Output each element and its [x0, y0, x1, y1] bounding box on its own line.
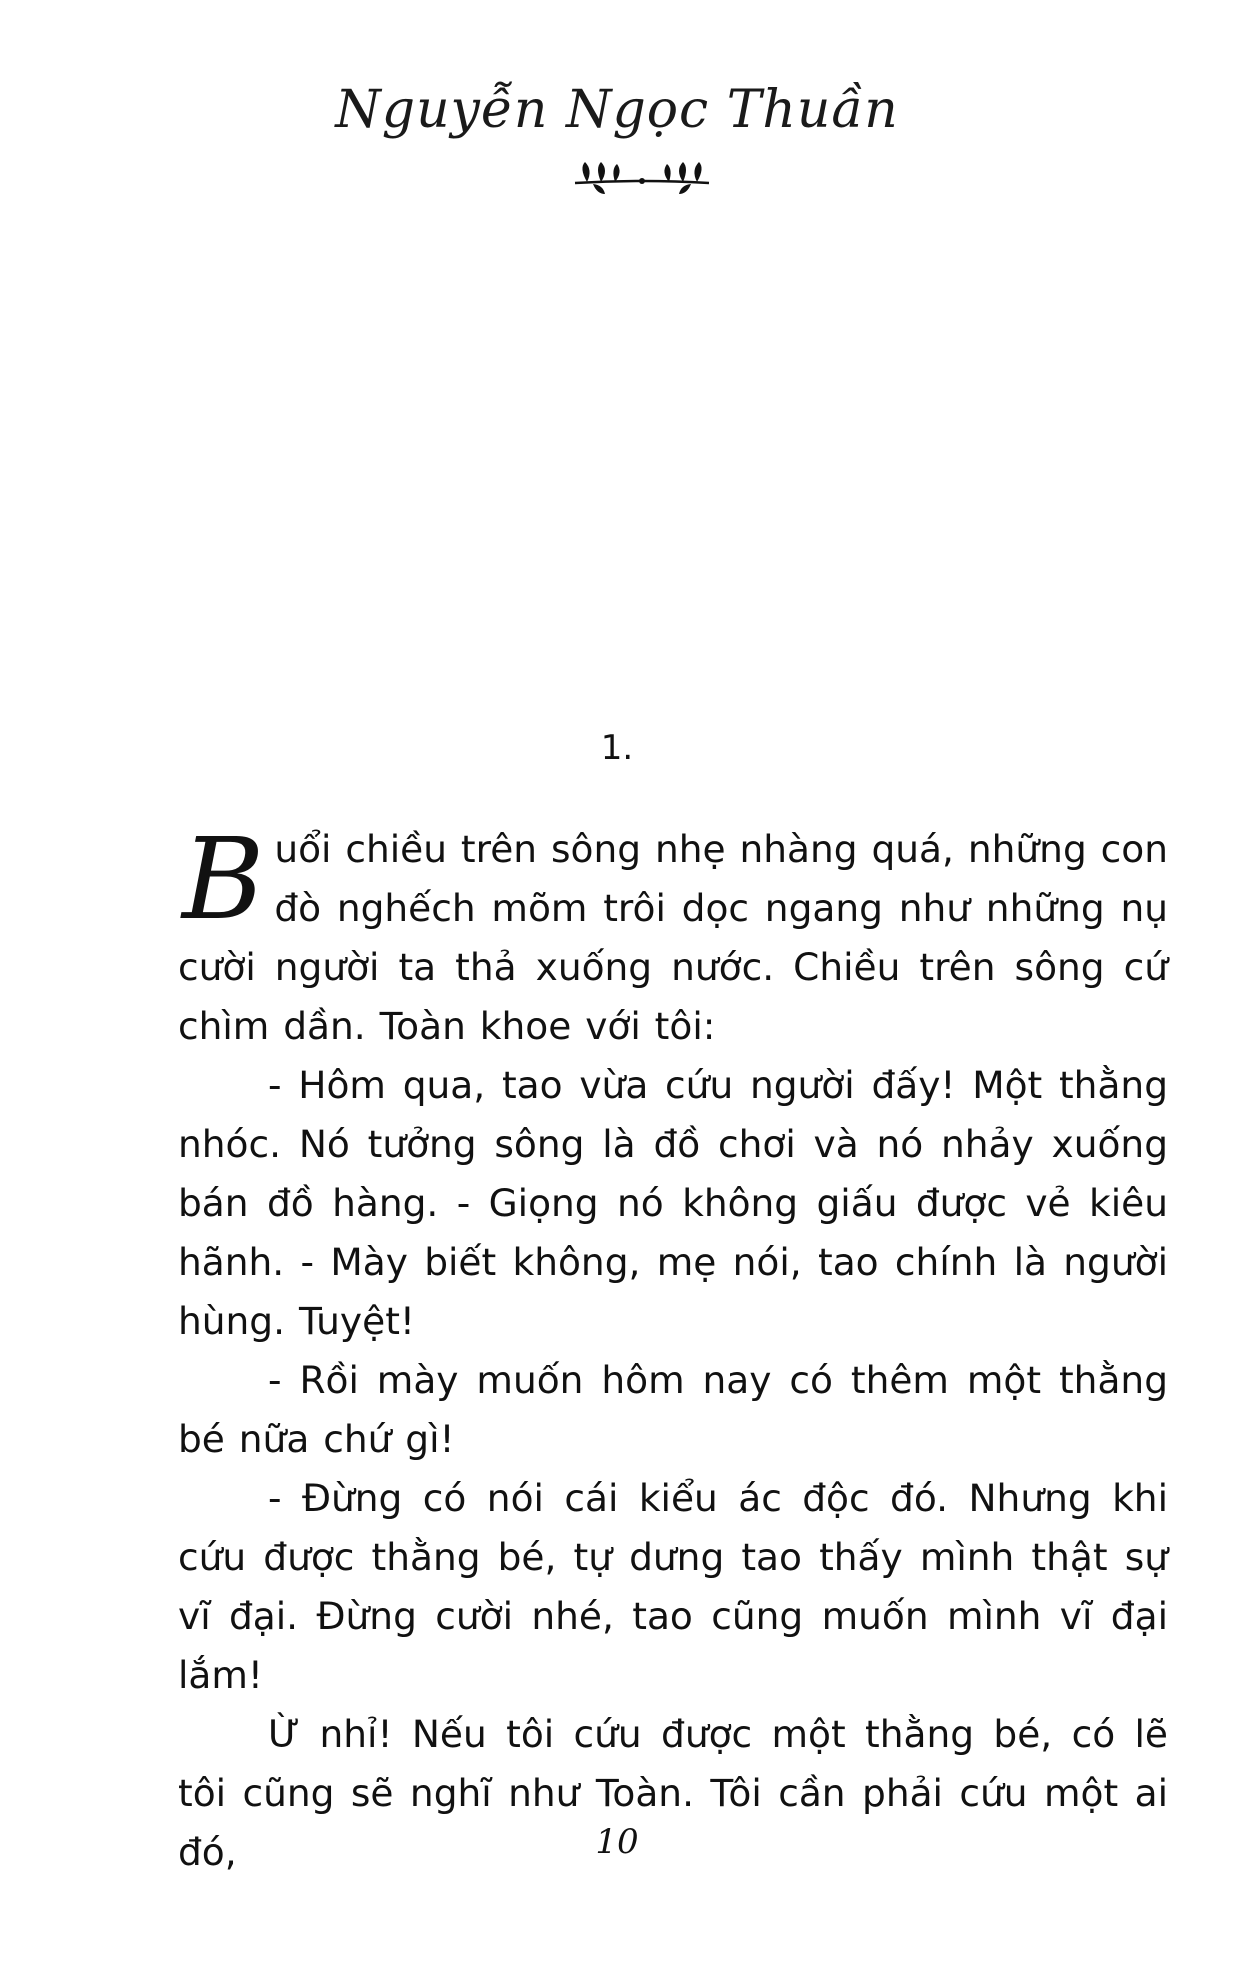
paragraph: - Rồi mày muốn hôm nay có thêm một thằng bé nữa chứ gì!	[178, 1358, 1168, 1461]
chapter-number: 1.	[600, 728, 634, 768]
paragraph: Ừ nhỉ! Nếu tôi cứu được một thằng bé, có lẽ tôi cũng sẽ nghĩ như Toàn. Tôi cần phải cứu một ai đó,	[178, 1712, 1168, 1874]
paragraph: - Hôm qua, tao vừa cứu người đấy! Một thằng nhóc. Nó tưởng sông là đồ chơi và nó nhảy xuống bán đồ hàng. - Giọng nó không giấu được vẻ kiêu hãnh. - Mày biết không, mẹ nói, tao chính là người hùng. Tuyệt!	[178, 1063, 1168, 1343]
author-name: Nguyễn Ngọc Thuần	[335, 80, 899, 140]
body-text	[178, 815, 1168, 1882]
page-number: 10	[595, 1822, 639, 1862]
opening-text: uổi chiều trên sông nhẹ nhàng quá, những con đò nghếch mõm trôi dọc ngang như những nụ cười người ta thả xuống nước. Chiều trên sông cứ chìm dần. Toàn khoe với tôi:	[178, 827, 1168, 1048]
opening-paragraph	[178, 815, 1168, 1056]
paragraph: - Đừng có nói cái kiểu ác độc đó. Nhưng khi cứu được thằng bé, tự dưng tao thấy mình thật sự vĩ đại. Đừng cười nhé, tao cũng muốn mình vĩ đại lắm!	[178, 1476, 1168, 1697]
drop-cap: B	[182, 815, 265, 945]
leaf-vine-ornament-icon	[567, 155, 717, 203]
